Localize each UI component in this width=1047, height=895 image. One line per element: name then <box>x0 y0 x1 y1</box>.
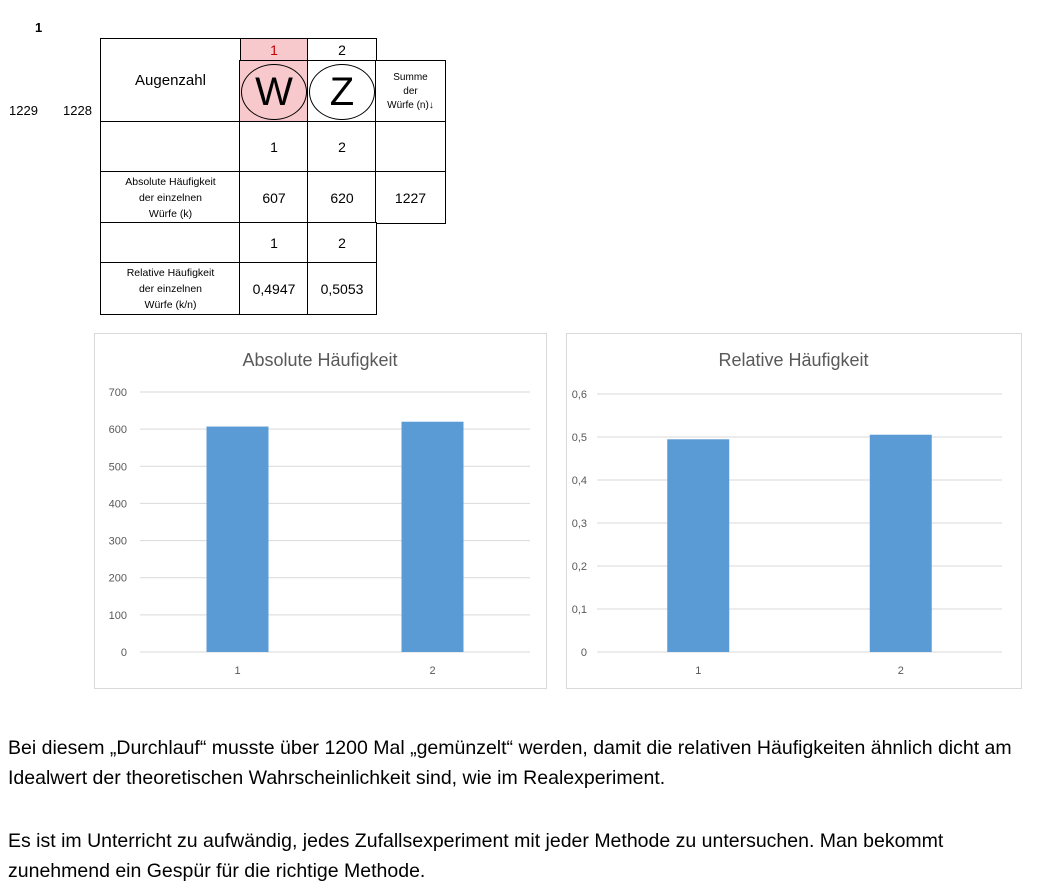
chart-title: Relative Häufigkeit <box>718 350 869 370</box>
x-tick-label: 2 <box>897 665 904 677</box>
relative-frequency-chart-svg <box>567 334 1020 687</box>
symbol-cell-z <box>307 60 377 123</box>
rel-label-cell <box>100 262 241 315</box>
index-row-1-col-2: 2 <box>307 121 377 173</box>
col-header-2: 2 <box>307 38 377 62</box>
absolute-frequency-chart-svg <box>95 334 545 687</box>
chart-title: Absolute Häufigkeit <box>242 350 398 370</box>
y-tick-label: 0 <box>120 647 127 659</box>
index-row-1-sum <box>375 121 446 173</box>
paragraph-1: Bei diesem „Durchlauf“ musste über 1200 Mal „gemünzelt“ werden, damit die relativen Häufigkeiten ähnlich dicht am Idealwert der theoretischen Wahrscheinlichkeit sind, wie im Realexperiment. <box>8 737 1012 789</box>
paragraph-2: Es ist im Unterricht zu aufwändig, jedes Zufallsexperiment mit jeder Methode zu untersuchen. Man bekommt zunehmend ein Gespür für die richtige Methode. <box>8 830 944 882</box>
y-tick-label: 0,3 <box>571 518 587 530</box>
rel-label-line-1: Relative Häufigkeit <box>126 266 215 279</box>
rel-label-line-3: Würfe (k/n) <box>144 298 197 311</box>
y-tick-label: 300 <box>108 535 127 548</box>
index-row-1-col-1: 1 <box>239 121 309 173</box>
sum-label-line-1: Summe <box>393 71 428 83</box>
bar-1 <box>207 427 269 652</box>
y-tick-label: 0,2 <box>571 561 587 573</box>
absolute-frequency-chart <box>94 333 547 689</box>
y-tick-label: 100 <box>108 609 127 622</box>
index-row-2-col-1: 1 <box>239 222 309 264</box>
y-tick-label: 0 <box>580 647 587 659</box>
rel-value-1: 0,4947 <box>239 262 309 315</box>
symbol-cell-w <box>239 60 309 123</box>
page-number: 1 <box>35 20 43 35</box>
bar-2 <box>402 422 464 652</box>
bar-2 <box>870 435 932 652</box>
y-tick-label: 600 <box>108 424 127 437</box>
sum-label-line-2: der <box>403 85 418 97</box>
abs-label-line-2: der einzelnen <box>138 191 203 204</box>
y-tick-label: 200 <box>108 572 127 585</box>
side-number-right: 1228 <box>63 103 92 118</box>
abs-label-line-1: Absolute Häufigkeit <box>125 175 216 188</box>
abs-value-1: 607 <box>239 171 309 224</box>
y-tick-label: 400 <box>108 498 127 511</box>
rel-label-line-2: der einzelnen <box>138 282 203 295</box>
index-row-2-col-2: 2 <box>307 222 377 264</box>
augenzahl-label: Augenzahl <box>100 38 241 123</box>
y-tick-label: 0,5 <box>571 432 587 444</box>
abs-sum: 1227 <box>375 171 446 224</box>
abs-label-cell <box>100 171 241 224</box>
side-number-left: 1229 <box>9 103 38 118</box>
x-tick-label: 2 <box>429 665 436 677</box>
relative-frequency-chart <box>566 333 1022 689</box>
index-row-1-label <box>100 121 241 173</box>
coin-w-circle <box>241 64 307 120</box>
x-tick-label: 1 <box>234 665 241 677</box>
sum-label-line-3: Würfe (n)↓ <box>387 99 434 111</box>
index-row-2-label <box>100 222 241 264</box>
coin-z-symbol: Z <box>329 69 355 114</box>
coin-w-symbol: W <box>255 69 293 114</box>
coin-z-circle <box>309 64 375 120</box>
col-header-1: 1 <box>239 38 309 62</box>
abs-value-2: 620 <box>307 171 377 224</box>
y-tick-label: 500 <box>108 461 127 474</box>
y-tick-label: 0,6 <box>571 389 587 401</box>
x-tick-label: 1 <box>695 665 702 677</box>
y-tick-label: 0,4 <box>571 475 587 487</box>
abs-label-line-3: Würfe (k) <box>148 207 193 220</box>
rel-value-2: 0,5053 <box>307 262 377 315</box>
y-tick-label: 700 <box>108 387 127 399</box>
sum-label-cell <box>375 60 446 123</box>
bar-1 <box>667 439 729 652</box>
y-tick-label: 0,1 <box>571 604 587 616</box>
